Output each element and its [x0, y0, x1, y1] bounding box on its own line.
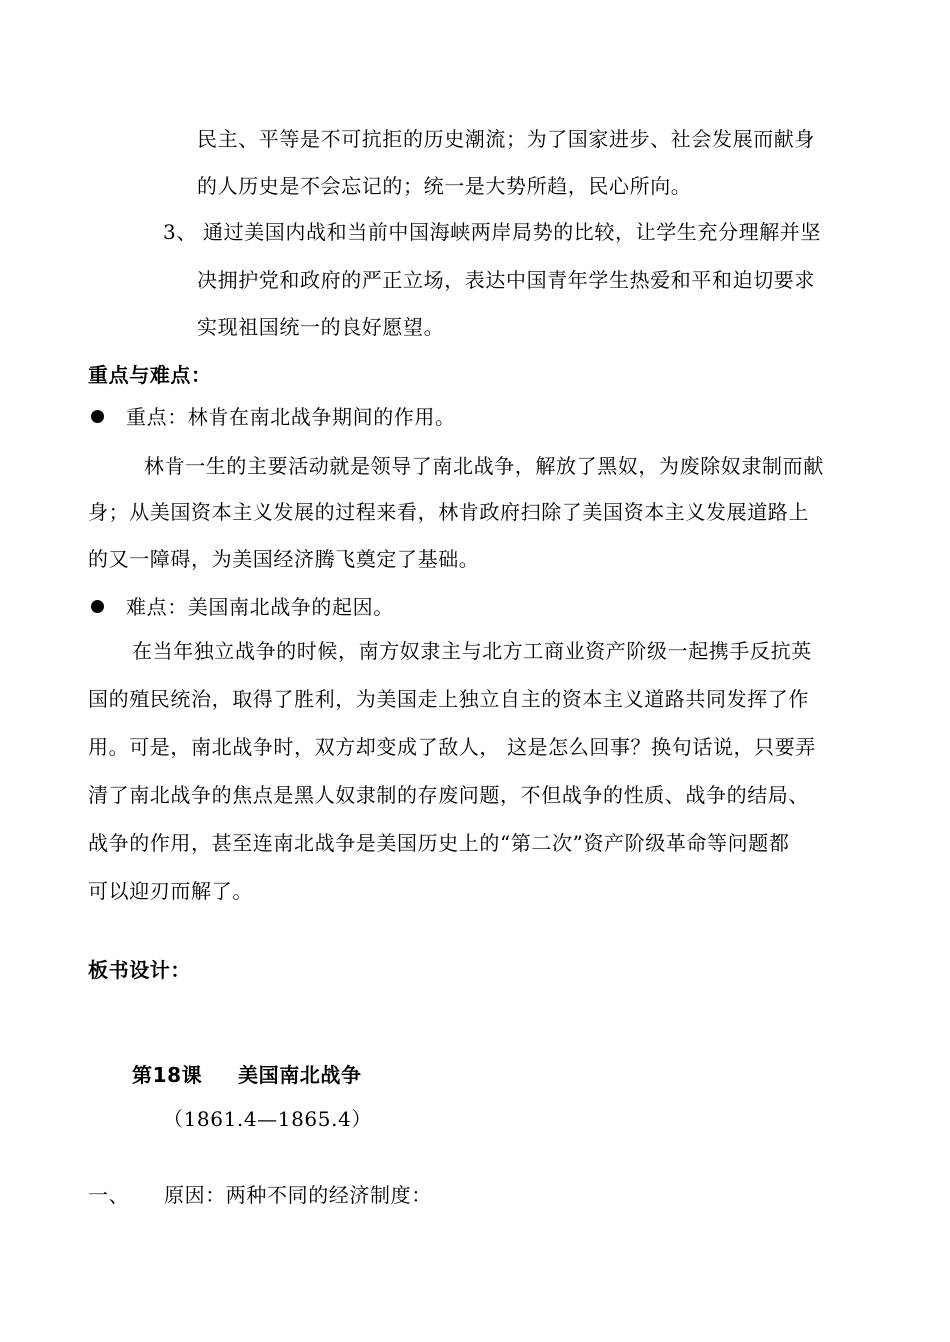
section-text: 原因：两种不同的经济制度：	[164, 1183, 432, 1207]
objective-line: 实现祖国统一的良好愿望。	[197, 315, 445, 339]
lesson-dates: （1861.4—1865.4）	[163, 1107, 372, 1131]
lesson-title: 美国南北战争	[238, 1063, 362, 1087]
difficulty-label: 难点：美国南北战争的起因。	[126, 595, 394, 619]
objective-line: 民主、平等是不可抗拒的历史潮流；为了国家进步、社会发展而献身	[197, 127, 815, 151]
paragraph-line: 用。可是，南北战争时，双方却变成了敌人， 这是怎么回事？换句话说，只要弄	[88, 735, 816, 759]
paragraph-line: 的又一障碍，为美国经济腾飞奠定了基础。	[88, 547, 480, 571]
paragraph-line: 战争的作用，甚至连南北战争是美国历史上的“第二次”资产阶级革命等问题都	[88, 831, 790, 855]
section-heading: 重点与难点：	[88, 363, 212, 387]
focus-label: 重点：林肯在南北战争期间的作用。	[126, 405, 456, 429]
section-number: 一、	[88, 1183, 130, 1207]
bullet-icon	[91, 410, 104, 423]
paragraph-line: 国的殖民统治，取得了胜利，为美国走上独立自主的资本主义道路共同发挥了作	[88, 687, 809, 711]
objective-line: 通过美国内战和当前中国海峡两岸局势的比较，让学生充分理解并坚	[203, 220, 821, 244]
objective-line: 决拥护党和政府的严正立场，表达中国青年学生热爱和平和迫切要求	[197, 268, 815, 292]
paragraph-line: 可以迎刃而解了。	[88, 879, 253, 903]
paragraph-line: 清了南北战争的焦点是黑人奴隶制的存废问题，不但战争的性质、战争的结局、	[88, 783, 809, 807]
paragraph-line: 身；从美国资本主义发展的过程来看，林肯政府扫除了美国资本主义发展道路上	[88, 500, 809, 524]
objective-line: 的人历史是不会忘记的；统一是大势所趋，民心所向。	[197, 174, 692, 198]
paragraph-line: 在当年独立战争的时候，南方奴隶主与北方工商业资产阶级一起携手反抗英	[132, 639, 812, 663]
bullet-icon	[91, 600, 104, 613]
paragraph-line: 林肯一生的主要活动就是领导了南北战争，解放了黑奴，为废除奴隶制而献	[144, 454, 824, 478]
objective-item-number: 3、	[163, 220, 197, 244]
section-heading: 板书设计：	[88, 958, 191, 982]
lesson-number: 第18课	[132, 1063, 203, 1087]
